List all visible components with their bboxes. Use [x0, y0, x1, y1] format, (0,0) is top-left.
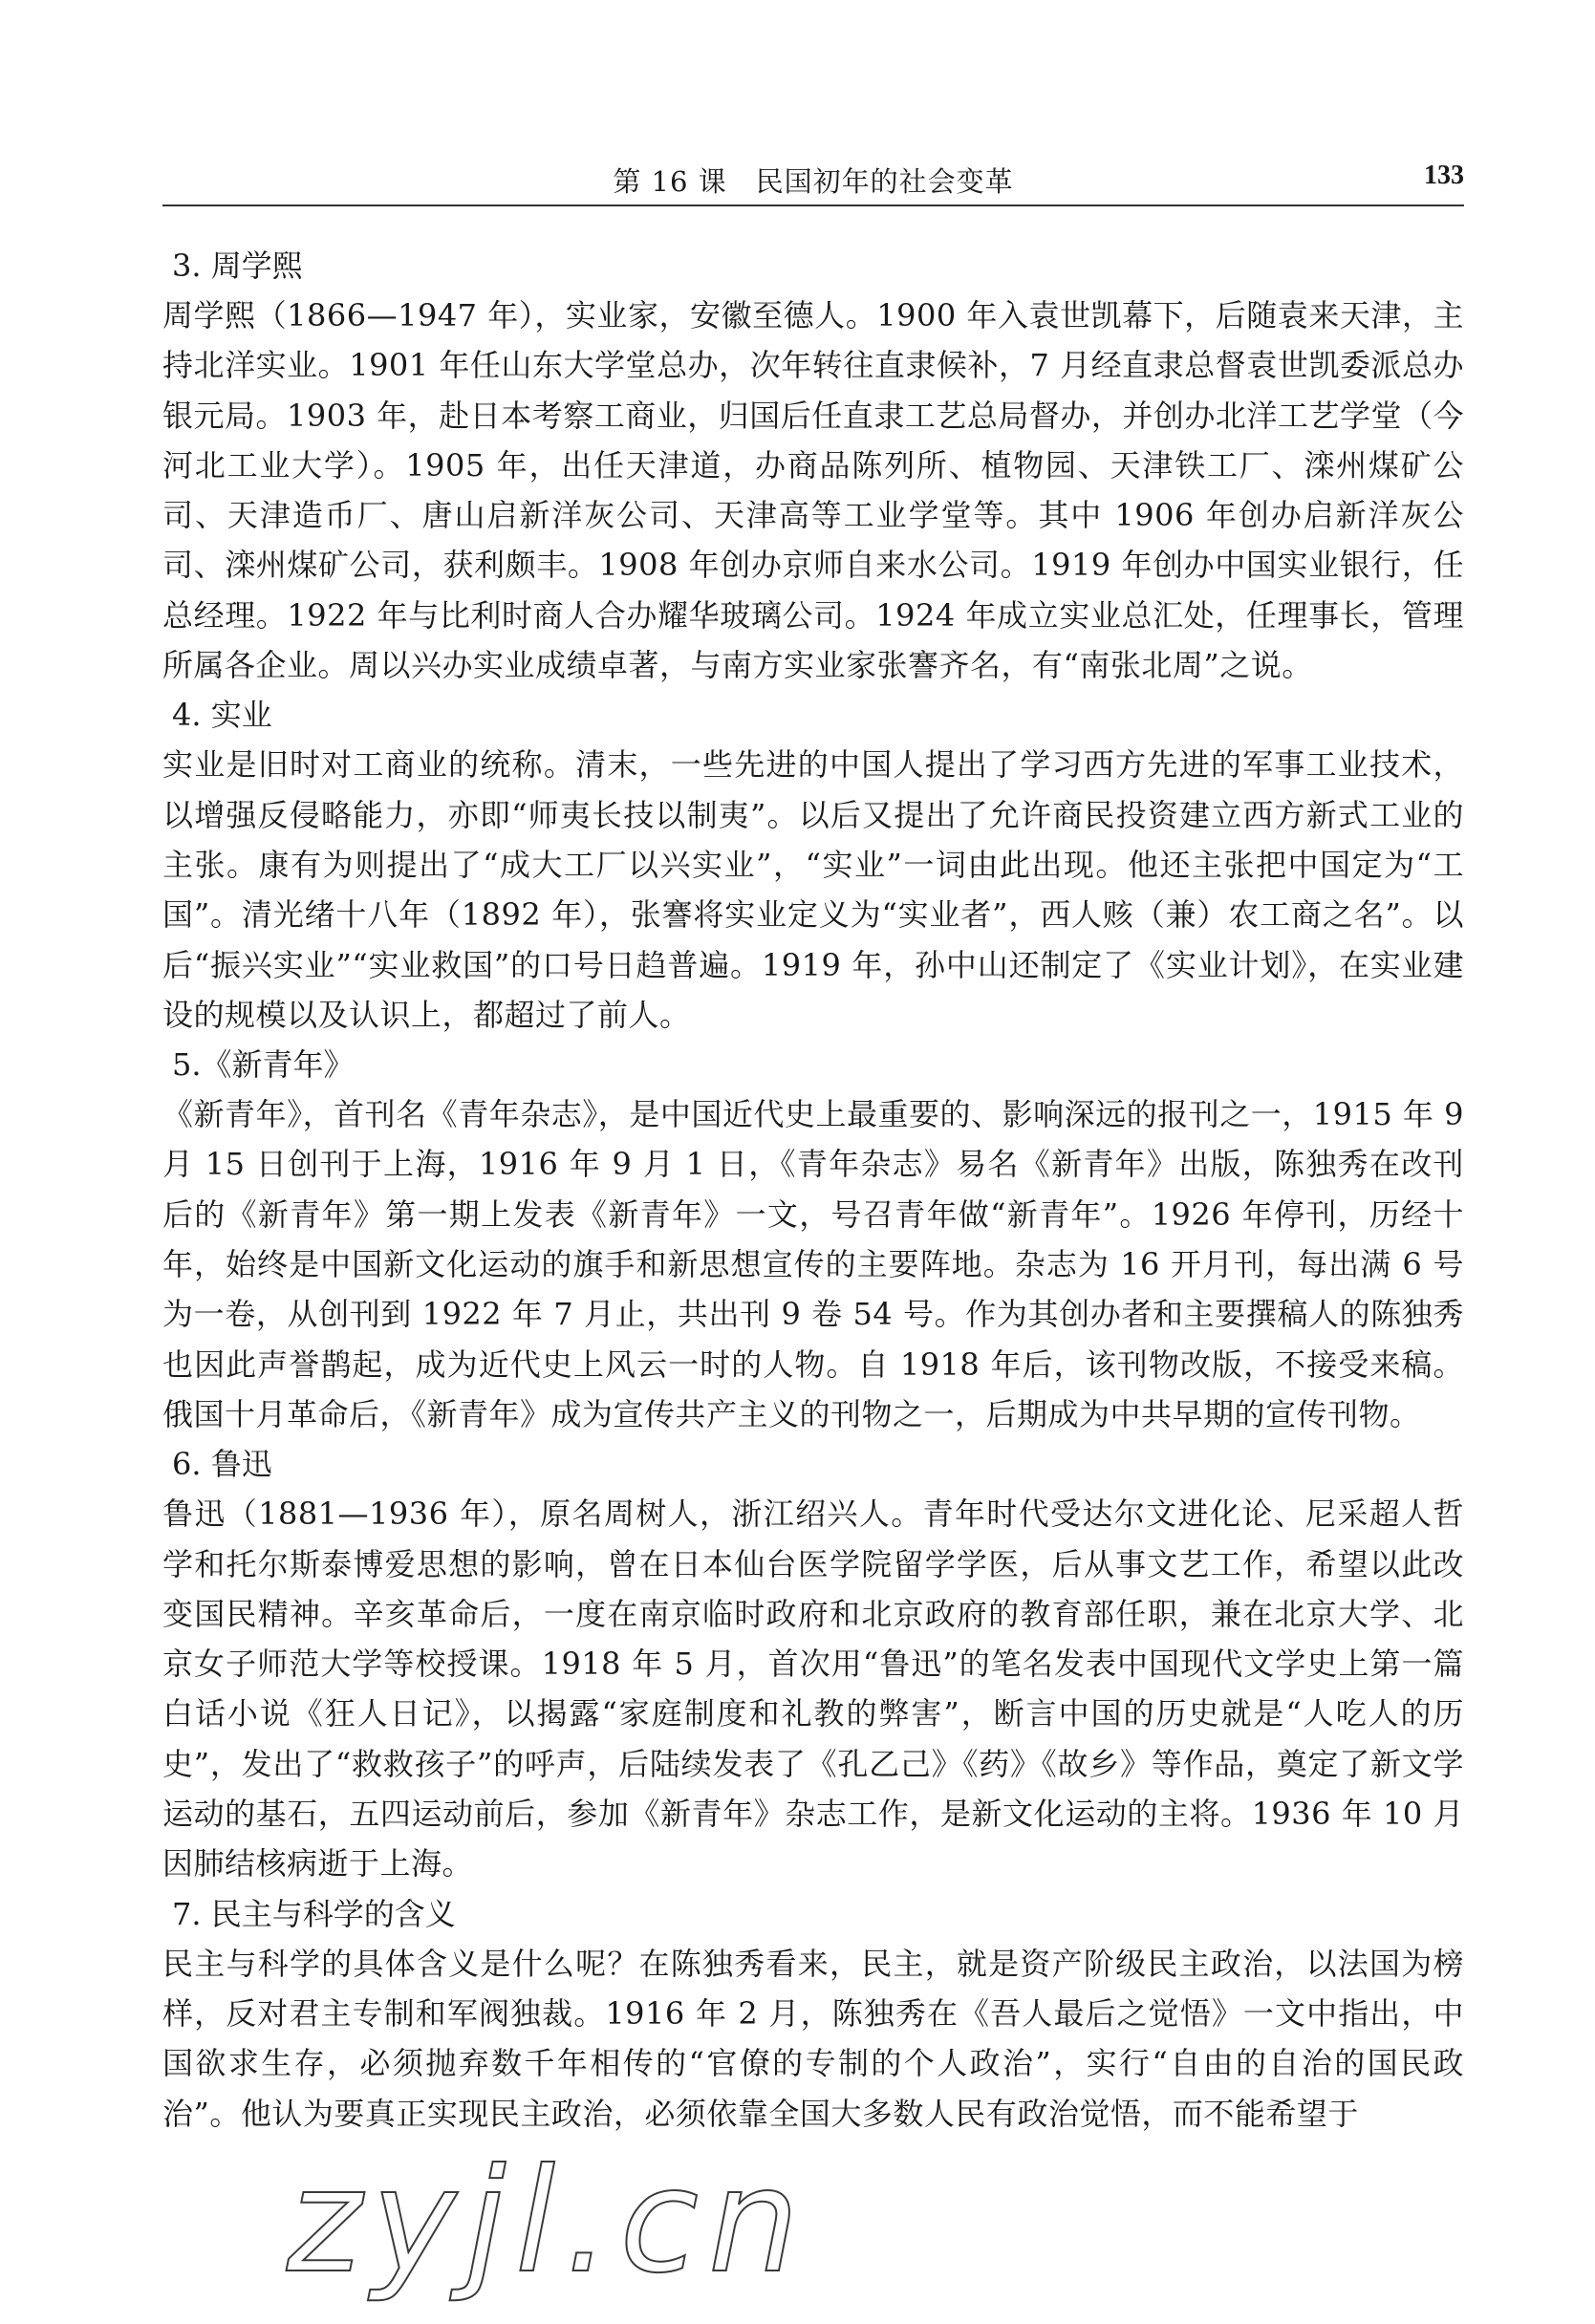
watermark-logo: zyjl.cn [287, 2139, 809, 2305]
section-heading: 7. 民主与科学的含义 [172, 1895, 456, 1932]
section-5 [162, 1040, 1464, 1439]
section-7 [162, 1889, 1464, 2139]
section-6 [162, 1439, 1464, 1888]
section-heading: 6. 鲁迅 [172, 1446, 272, 1483]
section-heading: 4. 实业 [172, 697, 272, 734]
section-heading: 5.《新青年》 [172, 1046, 355, 1084]
section-heading: 3. 周学熙 [172, 247, 303, 284]
section-4 [162, 690, 1464, 1040]
section-paragraph: 民主与科学的具体含义是什么呢？在陈独秀看来，民主，就是资产阶级民主政治，以法国为榜样，反对君主专制和军阀独裁。1916 年 2 月，陈独秀在《吾人最后之觉悟》一文中指出，中国欲求生存，必须抛弃数千年相传的“官僚的专制的个人政治”，实行“自由的自治的国民政治”。他认为要真正实现民主政治，必须依靠全国大多数人民有政治觉悟，而不能希望于 [162, 1945, 1464, 2132]
page-content [162, 241, 1464, 2139]
section-3 [162, 241, 1464, 690]
section-paragraph: 实业是旧时对工商业的统称。清末，一些先进的中国人提出了学习西方先进的军事工业技术，以增强反侵略能力，亦即“师夷长技以制夷”。以后又提出了允许商民投资建立西方新式工业的主张。康有为则提出了“成大工厂以兴实业”，“实业”一词由此出现。他还主张把中国定为“工国”。清光绪十八年（1892 年），张謇将实业定义为“实业者”，西人赅（兼）农工商之名”。以后“振兴实业”“实业救国”的口号日趋普遍。1919 年，孙中山还制定了《实业计划》，在实业建设的规模以及认识上，都超过了前人。 [162, 746, 1464, 1033]
page-number: 133 [1424, 161, 1464, 190]
section-paragraph: 周学熙（1866—1947 年），实业家，安徽至德人。1900 年入袁世凯幕下，后随袁来天津，主持北洋实业。1901 年任山东大学堂总办，次年转往直隶候补，7 月经直隶总督袁世凯委派总办银元局。1903 年，赴日本考察工商业，归国后任直隶工艺总局督办，并创办北洋工艺学堂（今河北工业大学）。1905 年，出任天津道，办商品陈列所、植物园、天津铁工厂、滦州煤矿公司、天津造币厂、唐山启新洋灰公司、天津高等工业学堂等。其中 1906 年创办启新洋灰公司、滦州煤矿公司，获利颇丰。1908 年创办京师自来水公司。1919 年创办中国实业银行，任总经理。1922 年与比利时商人合办耀华玻璃公司。1924 年成立实业总汇处，任理事长，管理所属各企业。周以兴办实业成绩卓著，与南方实业家张謇齐名，有“南张北周”之说。 [162, 297, 1464, 684]
page-header [162, 161, 1464, 206]
chapter-title: 第 16 课 民国初年的社会变革 [613, 165, 1014, 198]
section-paragraph: 鲁迅（1881—1936 年），原名周树人，浙江绍兴人。青年时代受达尔文进化论、尼采超人哲学和托尔斯泰博爱思想的影响，曾在日本仙台医学院留学学医，后从事文艺工作，希望以此改变国民精神。辛亥革命后，一度在南京临时政府和北京政府的教育部任职，兼在北京大学、北京女子师范大学等校授课。1918 年 5 月，首次用“鲁迅”的笔名发表中国现代文学史上第一篇白话小说《狂人日记》，以揭露“家庭制度和礼教的弊害”，断言中国的历史就是“人吃人的历史”，发出了“救救孩子”的呼声，后陆续发表了《孔乙己》《药》《故乡》等作品，奠定了新文学运动的基石，五四运动前后，参加《新青年》杂志工作，是新文化运动的主将。1936 年 10 月因肺结核病逝于上海。 [162, 1496, 1464, 1883]
section-paragraph: 《新青年》，首刊名《青年杂志》，是中国近代史上最重要的、影响深远的报刊之一，1915 年 9 月 15 日创刊于上海，1916 年 9 月 1 日，《青年杂志》易名《新青年》出版，陈独秀在改刊后的《新青年》第一期上发表《新青年》一文，号召青年做“新青年”。1926 年停刊，历经十年，始终是中国新文化运动的旗手和新思想宣传的主要阵地。杂志为 16 开月刊，每出满 6 号为一卷，从创刊到 1922 年 7 月止，共出刊 9 卷 54 号。作为其创办者和主要撰稿人的陈独秀也因此声誉鹊起，成为近代史上风云一时的人物。自 1918 年后，该刊物改版，不接受来稿。俄国十月革命后，《新青年》成为宣传共产主义的刊物之一，后期成为中共早期的宣传刊物。 [162, 1096, 1464, 1432]
